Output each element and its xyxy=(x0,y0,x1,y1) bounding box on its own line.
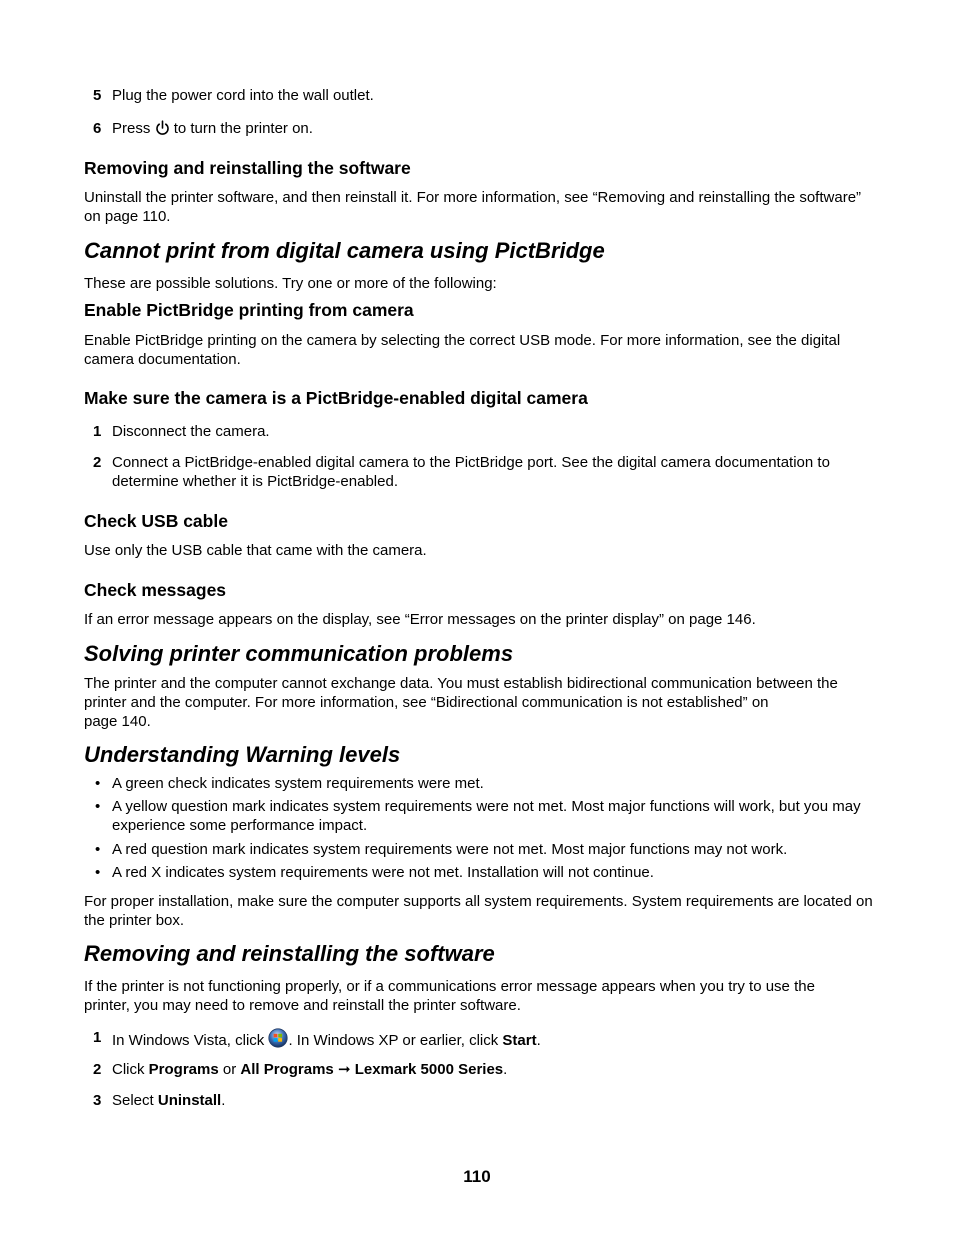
paragraph-line: The printer and the computer cannot exchange data. You must establish bidirectional communication between the xyxy=(84,675,838,692)
step-number: 1 xyxy=(93,423,102,440)
step-text: Disconnect the camera. xyxy=(112,423,270,440)
step-text-pre: Select xyxy=(112,1092,154,1109)
step-text: Plug the power cord into the wall outlet. xyxy=(112,87,374,104)
all-programs-label: All Programs xyxy=(240,1061,334,1078)
step-text xyxy=(112,1091,882,1110)
paragraph: Uninstall the printer software, and then reinstall it. For more information, see “Removing and reinstalling the software” on page 110. xyxy=(84,189,862,225)
step-text-pre: In Windows Vista, click xyxy=(112,1032,265,1049)
step-text-or: or xyxy=(222,1061,237,1078)
uninstall-label: Uninstall xyxy=(157,1092,222,1109)
paragraph: Enable PictBridge printing on the camera by selecting the correct USB mode. For more information, see the digital camera documentation. xyxy=(84,332,841,368)
power-icon xyxy=(155,120,170,141)
section-heading-removing-software: Removing and reinstalling the software xyxy=(84,941,495,966)
step-number: 2 xyxy=(93,1061,102,1078)
paragraph: For proper installation, make sure the computer supports all system requirements. System requirements are located on the printer box. xyxy=(84,893,873,929)
step-number: 6 xyxy=(93,120,102,137)
step-text xyxy=(112,1028,882,1053)
step-text-post: . xyxy=(536,1032,541,1049)
list-item: A yellow question mark indicates system requirements were not met. Most major functions will work, but you may experience some performance impact. xyxy=(112,798,861,834)
list-item: A red X indicates system requirements were not met. Installation will not continue. xyxy=(112,864,654,881)
step-text-mid: . In Windows XP or earlier, click xyxy=(288,1032,499,1049)
start-label: Start xyxy=(502,1032,537,1049)
subheading-check-usb: Check USB cable xyxy=(84,511,228,531)
bullet-icon: • xyxy=(95,798,101,815)
section-heading-communication: Solving printer communication problems xyxy=(84,641,514,666)
list-item: A red question mark indicates system requirements were not met. Most major functions may not work. xyxy=(112,841,788,858)
step-number: 1 xyxy=(93,1029,102,1046)
step-number: 2 xyxy=(93,454,102,471)
step-text xyxy=(112,1060,882,1079)
paragraph-line: page 140. xyxy=(84,713,151,730)
paragraph: If an error message appears on the display, see “Error messages on the printer display” on page 146. xyxy=(84,611,756,628)
subheading-enable-pictbridge: Enable PictBridge printing from camera xyxy=(84,300,414,320)
section-heading-pictbridge: Cannot print from digital camera using PictBridge xyxy=(84,238,605,263)
list-item: A green check indicates system requirements were met. xyxy=(112,775,484,792)
step-text-post: . xyxy=(503,1061,508,1078)
step-number: 5 xyxy=(93,87,102,104)
step-text-pre: Press xyxy=(112,120,151,137)
section-heading-warning-levels: Understanding Warning levels xyxy=(84,742,401,767)
step-number: 3 xyxy=(93,1092,102,1109)
windows-start-icon xyxy=(268,1028,288,1053)
paragraph: These are possible solutions. Try one or more of the following: xyxy=(84,275,497,292)
programs-label: Programs xyxy=(148,1061,219,1078)
step-text xyxy=(112,119,882,141)
page-number: 110 xyxy=(463,1167,491,1186)
arrow-icon: ➞ xyxy=(337,1061,351,1078)
bullet-icon: • xyxy=(95,864,101,881)
bullet-icon: • xyxy=(95,775,101,792)
paragraph: If the printer is not functioning properly, or if a communications error message appears when you try to use the printer, you may need to remove and reinstall the printer software. xyxy=(84,978,815,1014)
lexmark-series-label: Lexmark 5000 Series xyxy=(354,1061,504,1078)
paragraph: Use only the USB cable that came with the camera. xyxy=(84,542,427,559)
subheading-check-messages: Check messages xyxy=(84,580,227,600)
step-text-pre: Click xyxy=(112,1061,145,1078)
step-text-post: . xyxy=(221,1092,226,1109)
step-text-post: to turn the printer on. xyxy=(173,120,313,137)
paragraph-line: printer and the computer. For more information, see “Bidirectional communication is not established” on xyxy=(84,694,769,711)
bullet-icon: • xyxy=(95,841,101,858)
subheading-make-sure-camera: Make sure the camera is a PictBridge-enabled digital camera xyxy=(84,388,588,408)
step-text: Connect a PictBridge-enabled digital camera to the PictBridge port. See the digital camera documentation to determine whether it is PictBridge-enabled. xyxy=(112,454,830,490)
subheading-removing-software: Removing and reinstalling the software xyxy=(84,158,411,178)
